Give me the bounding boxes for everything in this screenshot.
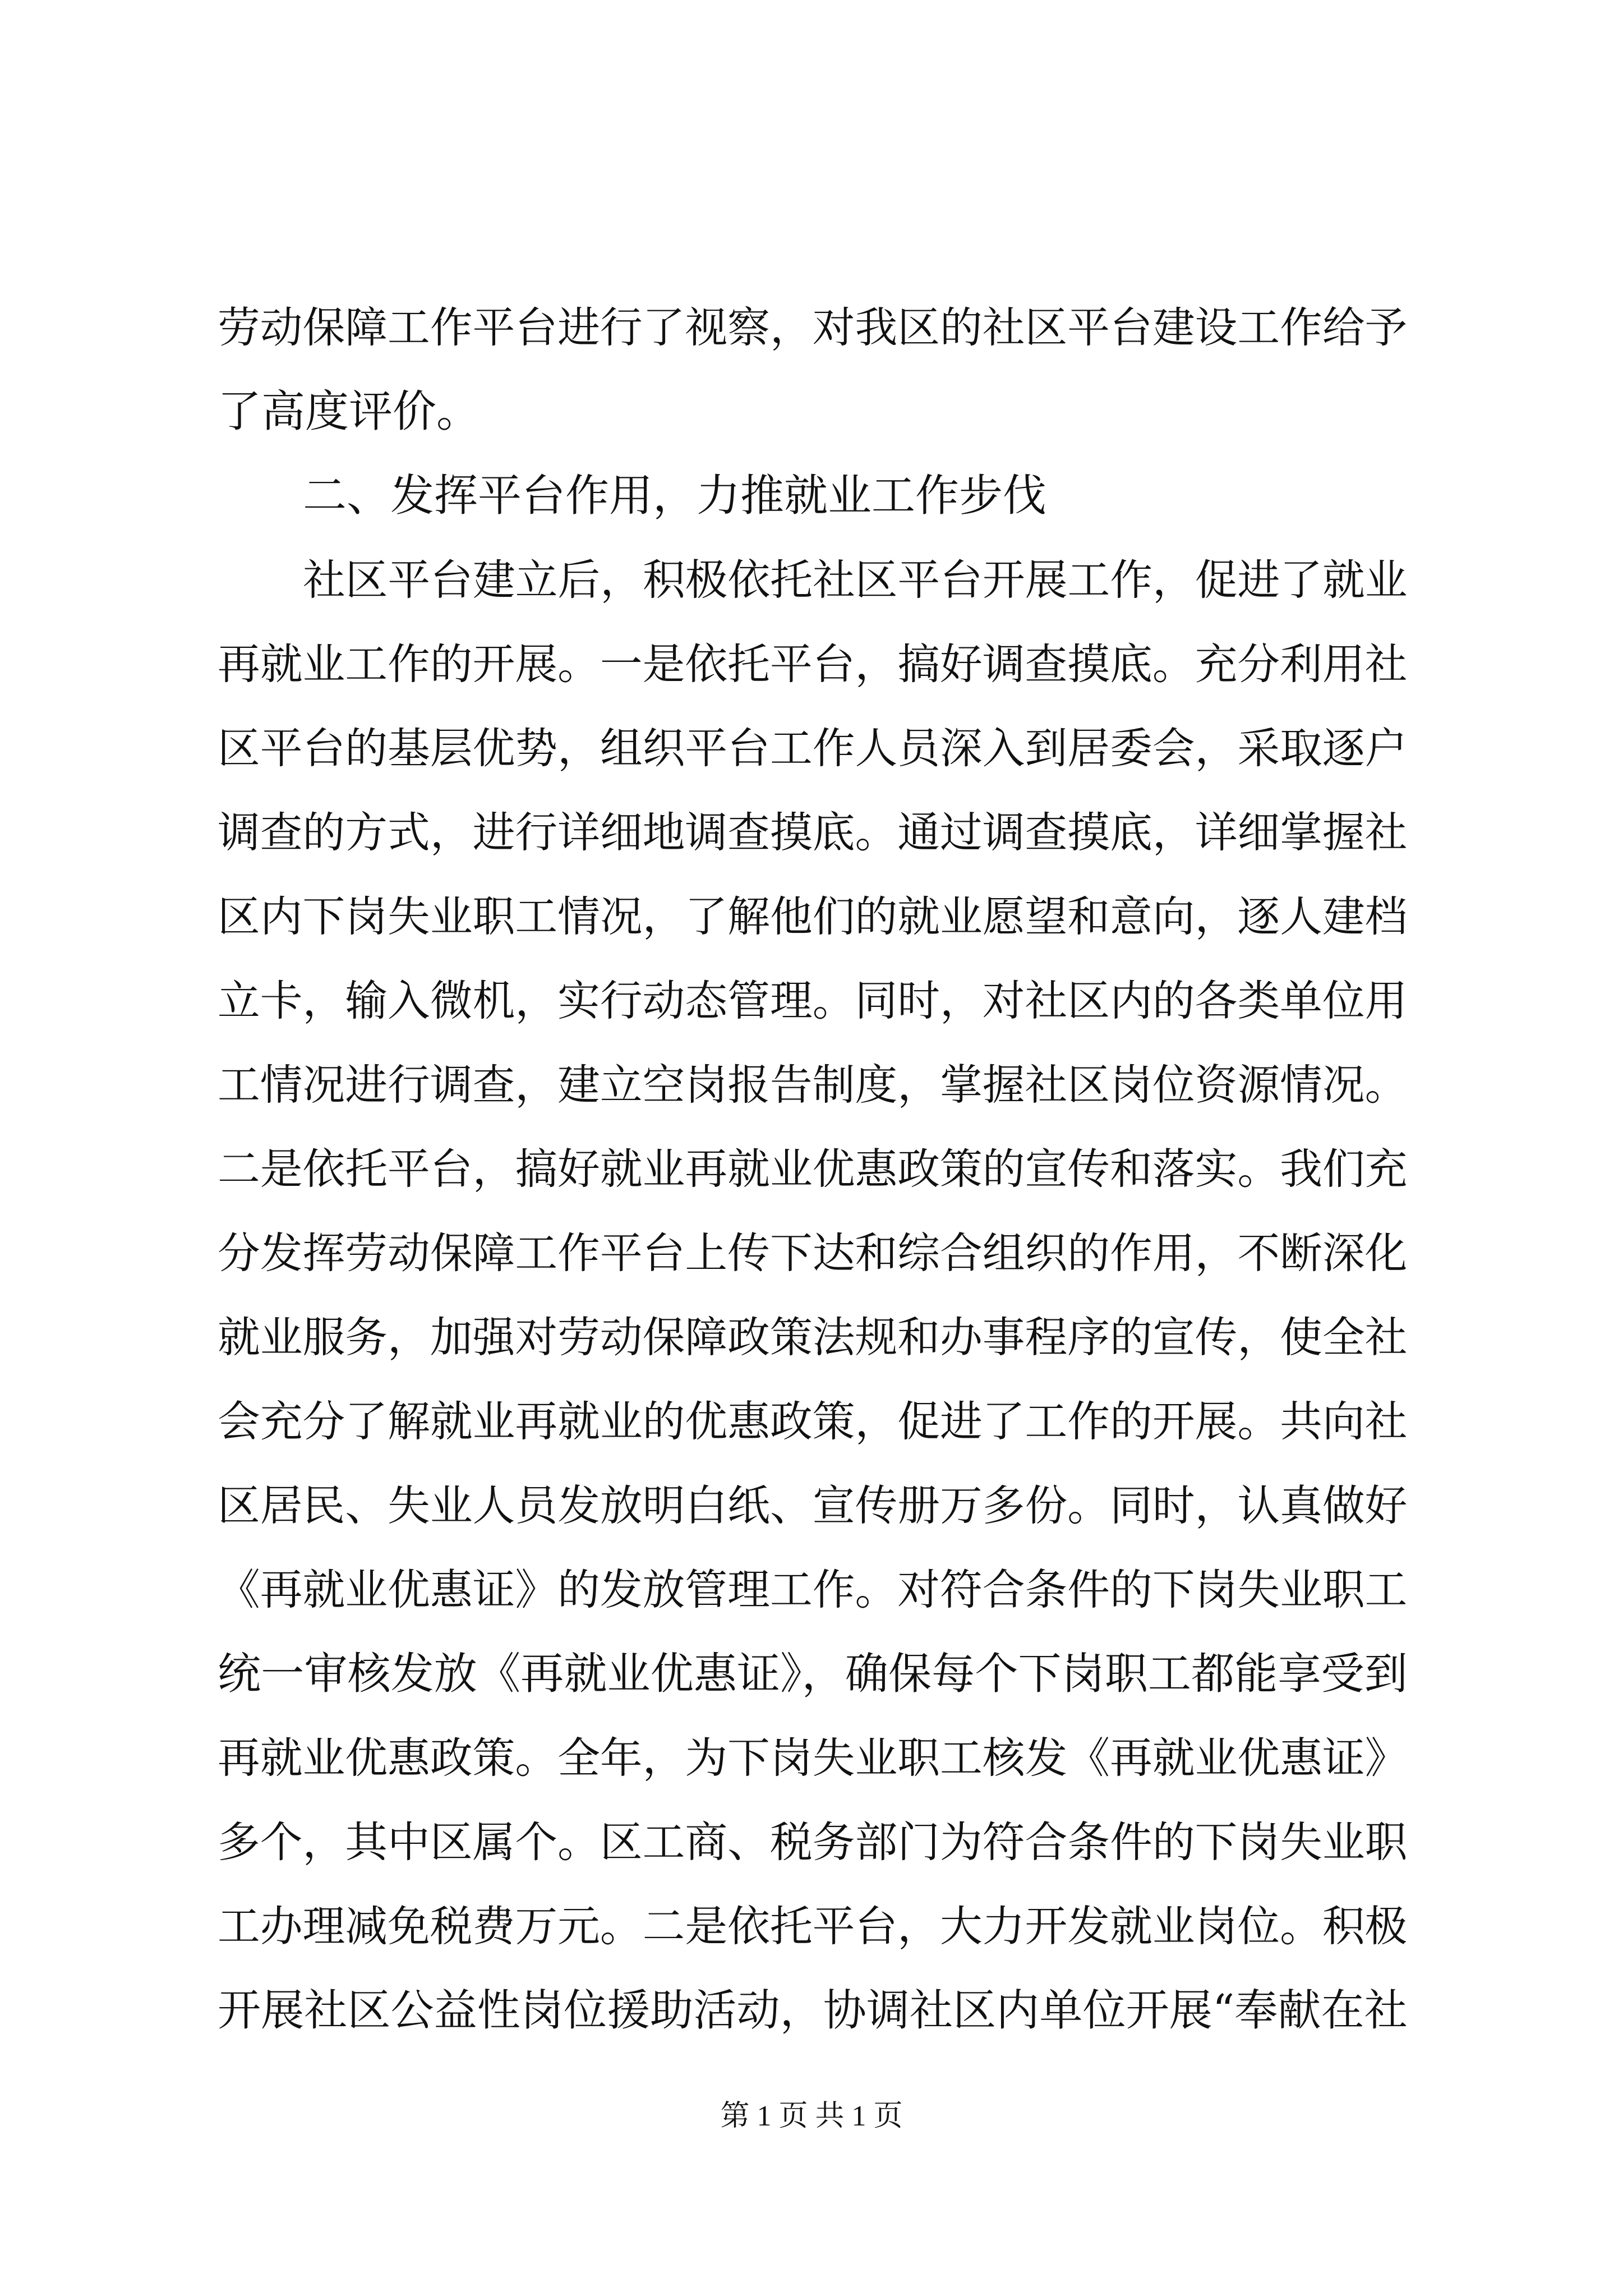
text-run: 区平台的基层优势，组织平台工作人员深入到居委会，采取逐户	[218, 724, 1408, 773]
section-heading	[0, 449, 1623, 543]
paragraph-line	[0, 701, 1623, 795]
text-run: 《再就业优惠证》的发放管理工作。对符合条件的下岗失业职工	[218, 1565, 1408, 1614]
text-run: 区内下岗失业职工情况，了解他们的就业愿望和意向，逐人建档	[218, 892, 1408, 941]
text-run: 了高度评价。	[218, 386, 481, 437]
paragraph-line	[0, 1963, 1623, 2058]
paragraph-line	[0, 1879, 1623, 1973]
paragraph-line	[0, 1795, 1623, 1889]
text-run: 二是依托平台，搞好就业再就业优惠政策的宣传和落实。我们充	[218, 1144, 1408, 1194]
text-run: 分发挥劳动保障工作平台上传下达和综合组织的作用，不断深化	[218, 1228, 1408, 1278]
text-run: 立卡，输入微机，实行动态管理。同时，对社区内的各类单位用	[218, 976, 1408, 1025]
paragraph-line	[0, 954, 1623, 1048]
text-run: 再就业工作的开展。一是依托平台，搞好调查摸底。充分利用社	[218, 639, 1408, 689]
paragraph-line	[0, 869, 1623, 964]
paragraph-line	[0, 1122, 1623, 1216]
text-run: 工办理减免税费万元。二是依托平台，大力开发就业岗位。积极	[218, 1902, 1408, 1951]
text-run: 多个，其中区属个。区工商、税务部门为符合条件的下岗失业职	[218, 1818, 1408, 1867]
paragraph-line	[0, 1374, 1623, 1469]
text-run: 就业服务，加强对劳动保障政策法规和办事程序的宣传，使全社	[218, 1313, 1408, 1362]
text-run: 开展社区公益性岗位援助活动，协调社区内单位开展“奉献在社	[218, 1985, 1408, 2036]
paragraph-line	[0, 1458, 1623, 1553]
paragraph-line	[0, 1038, 1623, 1132]
paragraph-line	[0, 533, 1623, 627]
text-run: 再就业优惠政策。全年，为下岗失业职工核发《再就业优惠证》	[218, 1733, 1408, 1783]
paragraph-line	[0, 1543, 1623, 1637]
text-run: 会充分了解就业再就业的优惠政策，促进了工作的开展。共向社	[218, 1397, 1408, 1446]
paragraph-line	[0, 785, 1623, 880]
paragraph-line	[0, 1290, 1623, 1384]
intro-line	[0, 280, 1623, 375]
text-run: 统一审核发放《再就业优惠证》，确保每个下岗职工都能享受到	[218, 1649, 1408, 1699]
text-run: 工情况进行调查，建立空岗报告制度，掌握社区岗位资源情况。	[218, 1060, 1408, 1110]
paragraph-line	[0, 1627, 1623, 1721]
text-run: 调查的方式，进行详细地调查摸底。通过调查摸底，详细掌握社	[218, 808, 1408, 857]
text-run: 社区平台建立后，积极依托社区平台开展工作，促进了就业	[303, 555, 1408, 605]
intro-line	[0, 365, 1623, 459]
paragraph-line	[0, 1711, 1623, 1805]
paragraph-line	[0, 1206, 1623, 1300]
heading-text: 二、发挥平台作用，力推就业工作步伐	[303, 471, 1047, 521]
page-footer: 第 1 页 共 1 页	[720, 2100, 903, 2132]
paragraph-line	[0, 617, 1623, 711]
text-run: 区居民、失业人员发放明白纸、宣传册万多份。同时，认真做好	[218, 1481, 1408, 1530]
text-run: 劳动保障工作平台进行了视察，对我区的社区平台建设工作给予	[218, 303, 1408, 352]
